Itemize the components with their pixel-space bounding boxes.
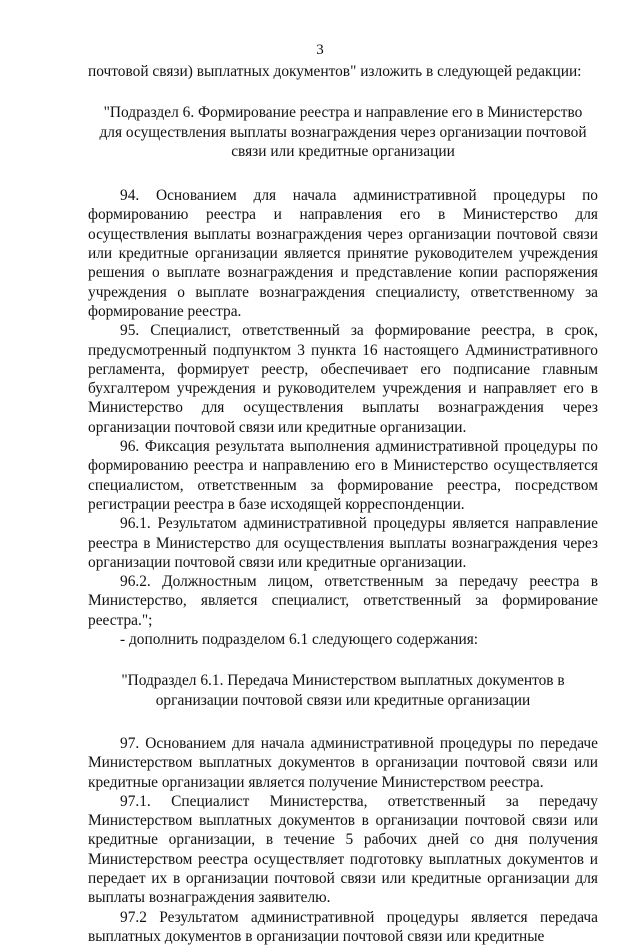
paragraph-97-1: 97.1. Специалист Министерства, ответственный за передачу Министерством выплатных документов в организации почтовой связи или кредитные организации, в течение 5 рабочих дней со дня получения Министерством реестра осуществляет подготовку выплатных документов и передает их в организации почтовой связи или кредитные организации для выплаты вознаграждения заявителю. [88, 792, 598, 907]
paragraph-95: 95. Специалист, ответственный за формирование реестра, в срок, предусмотренный подпунктом 3 пункта 16 настоящего Административного регламента, формирует реестр, обеспечивает его подписание главным бухгалтером учреждения и руководителем учреждения и направляет его в Министерство для осуществления выплаты вознаграждения через организации почтовой связи или кредитные организации. [88, 322, 598, 436]
paragraph-94: 94. Основанием для начала административной процедуры по формированию реестра и направления его в Министерство для осуществления выплаты вознаграждения через организации почтовой связи или кредитные организации является принятие руководителем учреждения решения о выплате вознаграждения и представление копии распоряжения учреждения о выплате вознаграждения специалисту, ответственному за формирование реестра. [88, 187, 598, 320]
paragraph-97: 97. Основанием для начала административной процедуры по передаче Министерством выплатных документов в организации почтовой связи или кредитные организации является получение Министерством реестра. [88, 734, 598, 791]
page-number: 3 [316, 42, 324, 58]
document-body [88, 62, 598, 946]
paragraph-97-2: 97.2 Результатом административной процедуры является передача выплатных документов в организации почтовой связи или кредитные [88, 908, 598, 945]
subsection-6-heading: "Подраздел 6. Формирование реестра и направление его в Министерство для осуществления выплаты вознаграждения через организации почтовой связи или кредитные организации [99, 104, 587, 160]
intro-line: почтовой связи) выплатных документов" изложить в следующей редакции: [88, 63, 582, 80]
paragraph-96-1: 96.1. Результатом административной процедуры является направление реестра в Министерство для осуществления выплаты вознаграждения через организации почтовой связи или кредитные организации. [88, 515, 598, 571]
supplement-line: - дополнить подразделом 6.1 следующего содержания: [120, 631, 479, 649]
paragraph-96-2: 96.2. Должностным лицом, ответственным за передачу реестра в Министерство, является специалист, ответственный за формирование реестра."; [88, 573, 598, 629]
paragraph-96: 96. Фиксация результата выполнения административной процедуры по формированию реестра и направлению его в Министерство осуществляется специалистом, ответственным за формирование реестра, посредством регистрации реестра в базе исходящей корреспонденции. [88, 438, 598, 513]
subsection-6-1-heading: "Подраздел 6.1. Передача Министерством выплатных документов в организации почтовой связи или кредитные организации [121, 672, 565, 709]
